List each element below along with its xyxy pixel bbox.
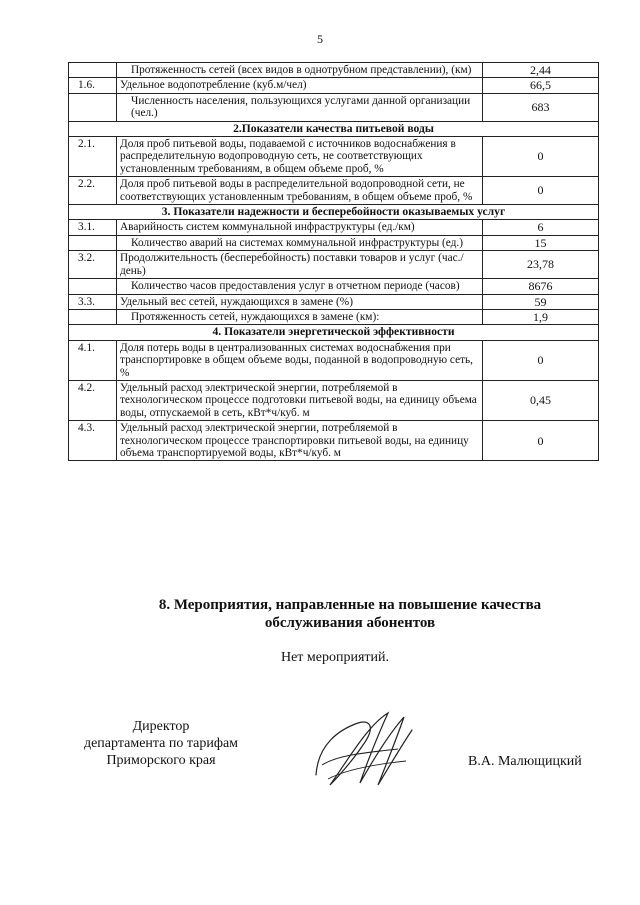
- indicator-description: Количество аварий на системах коммунальной инфраструктуры (ед.): [117, 235, 483, 250]
- row-number: [69, 309, 117, 324]
- indicator-description: Продолжительность (бесперебойность) поставки товаров и услуг (час./день): [117, 251, 483, 279]
- indicator-description: Удельный вес сетей, нуждающихся в замене (%): [117, 294, 483, 309]
- indicator-value: 0,45: [483, 380, 599, 420]
- table-row: [69, 421, 599, 461]
- handwritten-signature: [308, 705, 418, 790]
- indicator-description: Доля проб питьевой воды, подаваемой с источников водоснабжения в распределительную водопроводную сеть, не соответствующих установленным требованиям, в общем объеме проб, %: [117, 137, 483, 177]
- section-title: 3. Показатели надежности и бесперебойности оказываемых услуг: [69, 205, 599, 220]
- row-number: [69, 63, 117, 78]
- row-number: [69, 235, 117, 250]
- indicator-value: 23,78: [483, 251, 599, 279]
- indicator-value: 2,44: [483, 63, 599, 78]
- indicator-value: 0: [483, 421, 599, 461]
- indicator-description: Аварийность систем коммунальной инфраструктуры (ед./км): [117, 220, 483, 235]
- table-row: [69, 63, 599, 78]
- signatory-name: В.А. Малющицкий: [468, 754, 582, 769]
- row-number: 3.3.: [69, 294, 117, 309]
- signatory-title-line1: Директор: [132, 719, 190, 734]
- row-number: [69, 93, 117, 121]
- row-number: 4.3.: [69, 421, 117, 461]
- row-number: 2.1.: [69, 137, 117, 177]
- table-row: [69, 177, 599, 205]
- indicator-value: 59: [483, 294, 599, 309]
- indicator-description: Удельное водопотребление (куб.м/чел): [117, 78, 483, 93]
- section-title: 2.Показатели качества питьевой воды: [69, 121, 599, 136]
- section-8-heading-line2: обслуживания абонентов: [264, 615, 436, 631]
- table-row: [69, 251, 599, 279]
- table-row: [69, 220, 599, 235]
- indicator-value: 1,9: [483, 309, 599, 324]
- indicator-value: 0: [483, 137, 599, 177]
- table-row: [69, 235, 599, 250]
- signatory-title-line2: департамента по тарифам: [83, 736, 239, 751]
- indicator-description: Численность населения, пользующихся услугами данной организации (чел.): [117, 93, 483, 121]
- section-row: [69, 121, 599, 136]
- indicator-description: Доля потерь воды в централизованных системах водоснабжения при транспортировке в общем объеме воды, поданной в водопроводную сеть, %: [117, 340, 483, 380]
- table-row: [69, 78, 599, 93]
- row-number: 3.1.: [69, 220, 117, 235]
- table-row: [69, 309, 599, 324]
- table-row: [69, 93, 599, 121]
- indicator-description: Количество часов предоставления услуг в отчетном периоде (часов): [117, 279, 483, 294]
- table-row: [69, 137, 599, 177]
- no-measures-text: Нет мероприятий.: [280, 650, 390, 665]
- section-8-heading: [0, 596, 640, 632]
- row-number: [69, 279, 117, 294]
- signatory-title-line3: Приморского края: [106, 753, 216, 768]
- page-number: 5: [317, 32, 323, 46]
- table-row: [69, 340, 599, 380]
- table-row: [69, 294, 599, 309]
- indicator-value: 8676: [483, 279, 599, 294]
- table-row: [69, 380, 599, 420]
- indicator-description: Протяженность сетей (всех видов в однотрубном представлении), (км): [117, 63, 483, 78]
- indicator-value: 6: [483, 220, 599, 235]
- section-row: [69, 325, 599, 340]
- row-number: 2.2.: [69, 177, 117, 205]
- row-number: 4.2.: [69, 380, 117, 420]
- indicator-value: 15: [483, 235, 599, 250]
- row-number: 4.1.: [69, 340, 117, 380]
- indicator-description: Протяженность сетей, нуждающихся в замене (км):: [117, 309, 483, 324]
- section-row: [69, 205, 599, 220]
- row-number: 3.2.: [69, 251, 117, 279]
- signatory-title: [66, 718, 256, 769]
- section-8-heading-line1: 8. Мероприятия, направленные на повышение качества: [158, 597, 542, 613]
- indicators-table: [68, 62, 599, 461]
- indicator-description: Удельный расход электрической энергии, потребляемой в технологическом процессе транспортировки питьевой воды, на единицу объема транспортируемой воды, кВт*ч/куб. м: [117, 421, 483, 461]
- indicator-value: 66,5: [483, 78, 599, 93]
- indicator-value: 683: [483, 93, 599, 121]
- row-number: 1.6.: [69, 78, 117, 93]
- indicator-description: Доля проб питьевой воды в распределительной водопроводной сети, не соответствующих установленным требованиям, в общем объеме проб, %: [117, 177, 483, 205]
- section-title: 4. Показатели энергетической эффективности: [69, 325, 599, 340]
- table-row: [69, 279, 599, 294]
- indicator-value: 0: [483, 177, 599, 205]
- indicator-description: Удельный расход электрической энергии, потребляемой в технологическом процессе подготовки питьевой воды, на единицу объема воды, отпускаемой в сеть, кВт*ч/куб. м: [117, 380, 483, 420]
- indicator-value: 0: [483, 340, 599, 380]
